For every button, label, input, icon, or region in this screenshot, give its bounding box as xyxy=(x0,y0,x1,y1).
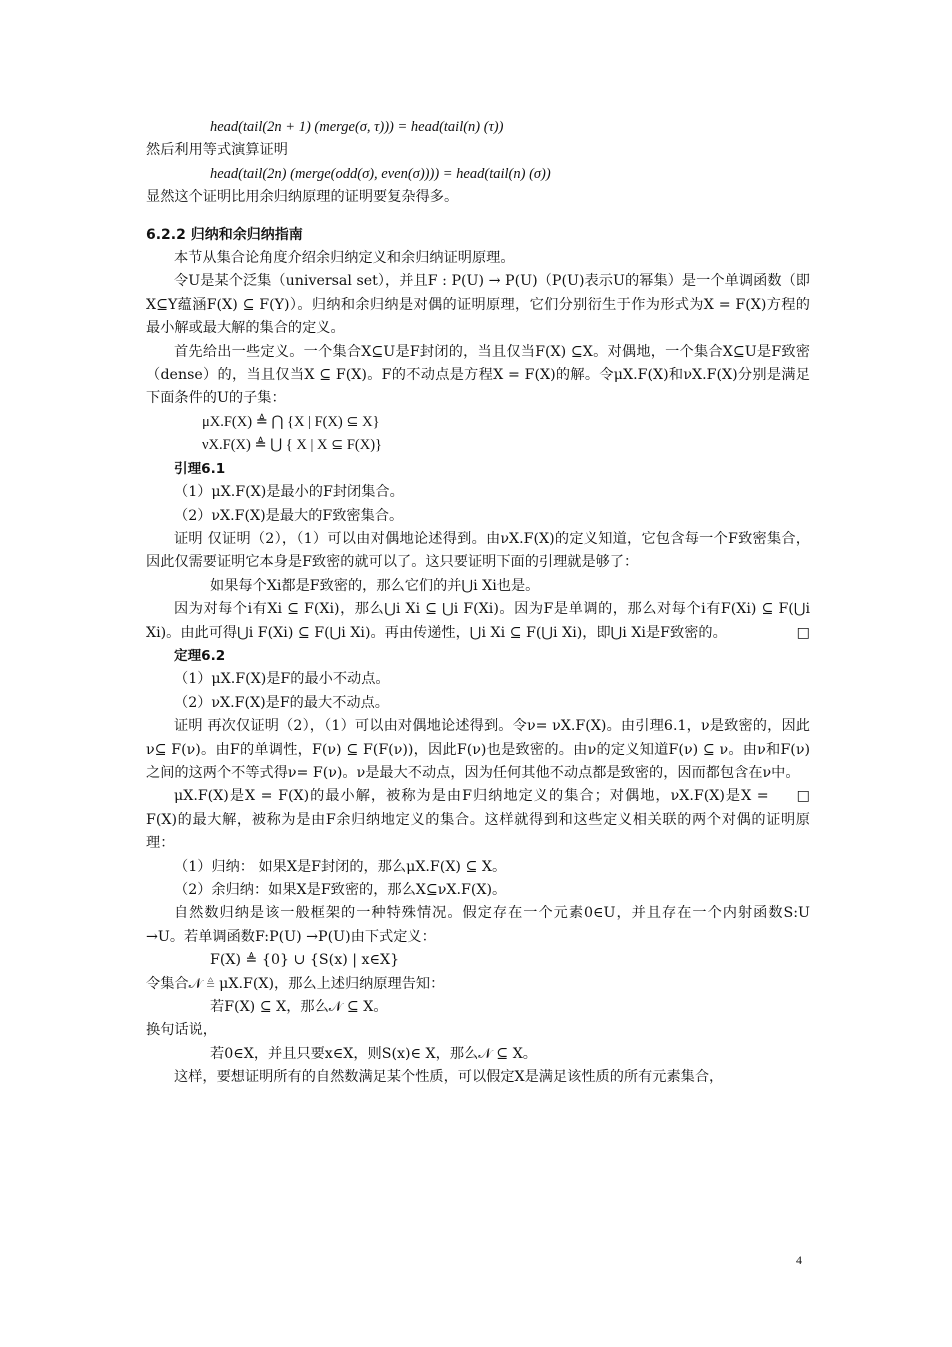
proof-text: 证明 再次仅证明（2），（1）可以由对偶地论述得到。令ν= νX.F(X)。由引理6.1，ν是致密的，因此ν⊆ F(ν)。由F的单调性，F(ν) ⊆ F(F(ν))，因此F(ν)也是致密的。由ν的定义知道F(ν) ⊆ ν。由ν和F(ν)之间的这两个不等式得ν= F(ν)。ν是最大不动点，因为任何其他不动点都是致密的，因而都包含在ν中。 xyxy=(146,718,810,781)
paragraph: 令集合𝒩 ≜ μX.F(X)，那么上述归纳原理告知： xyxy=(146,975,445,992)
definition-f: F(X) ≜ {0} ∪ {S(x) | x∈X} xyxy=(210,952,400,969)
proof-paragraph-2 xyxy=(146,715,810,805)
paragraph: 本节从集合论角度介绍余归纳定义和余归纳证明原理。 xyxy=(174,250,515,267)
paragraph: 这样，要想证明所有的自然数满足某个性质，可以假定X是满足该性质的所有元素集合， xyxy=(174,1069,724,1086)
induction-statement: 若F(X) ⊆ X，那么𝒩 ⊆ X。 xyxy=(210,999,388,1016)
theorem-item-1: （1）μX.F(X)是F的最小不动点。 xyxy=(174,671,390,688)
paragraph: 首先给出一些定义。一个集合X⊆U是F封闭的，当且仅当F(X) ⊆X。对偶地，一个集合X⊆U是F致密（dense）的，当且仅当X ⊆ F(X)。F的不动点是方程X = F(X)的解。令μX.F(X)和νX.F(X)分别是满足下面条件的U的子集： xyxy=(146,343,810,407)
lemma-item-2: （2）νX.F(X)是最大的F致密集合。 xyxy=(174,507,404,524)
proof-continuation xyxy=(146,598,810,645)
theorem-title: 定理6.2 xyxy=(174,647,226,664)
qed-symbol: □ xyxy=(796,624,810,641)
paragraph: 令U是某个泛集（universal set），并且F : P(U) → P(U)（P(U)表示U的幂集）是一个单调函数（即X⊆Y蕴涵F(X) ⊆ F(Y)）。归纳和余归纳是对偶的证明原理，它们分别衍生于作为形式为X = F(X)方程的最小解或最大解的集合的定义。 xyxy=(146,273,810,337)
induction-statement-2: 若0∈X，并且只要x∈X，则S(x)∈ X，那么𝒩 ⊆ X。 xyxy=(210,1045,537,1062)
text-line: 换句话说， xyxy=(146,1022,217,1039)
text-line: 然后利用等式演算证明 xyxy=(146,142,288,159)
page-content xyxy=(146,116,810,1090)
lemma-item-1: （1）μX.F(X)是最小的F封闭集合。 xyxy=(174,484,404,501)
theorem-item-2: （2）νX.F(X)是F的最大不动点。 xyxy=(174,694,389,711)
qed-symbol: □ xyxy=(796,788,810,805)
paragraph: μX.F(X)是X = F(X)的最小解，被称为是由F归纳地定义的集合；对偶地，νX.F(X)是X = F(X)的最大解，被称为是由F余归纳地定义的集合。这样就得到和这些定义相关联的两个对偶的证明原理： xyxy=(146,788,810,852)
formula-line-1: head(tail(2n + 1) (merge(σ, τ))) = head(tail(n) (τ)) xyxy=(210,119,504,135)
principle-induction: （1）归纳： 如果X是F封闭的，那么μX.F(X) ⊆ X。 xyxy=(174,858,507,875)
proof-text: 因为对每个i有Xi ⊆ F(Xi)，那么⋃i Xi ⊆ ⋃i F(Xi)。因为F是单调的，那么对每个i有F(Xi) ⊆ F(⋃i Xi)。由此可得⋃i F(Xi) ⊆ F(⋃i Xi)。再由传递性，⋃i Xi ⊆ F(⋃i Xi)，即⋃i Xi是F致密的。 xyxy=(146,601,810,641)
definition-nu: νX.F(X) ≜ ⋃ { X | X ⊆ F(X)} xyxy=(202,437,382,454)
section-heading: 6.2.2 归纳和余归纳指南 xyxy=(146,226,303,243)
page-number: 4 xyxy=(796,1253,802,1267)
lemma-title: 引理6.1 xyxy=(174,460,226,477)
definition-mu: μX.F(X) ≜ ⋂ {X | F(X) ⊆ X} xyxy=(202,413,380,430)
text-line: 显然这个证明比用余归纳原理的证明要复杂得多。 xyxy=(146,189,459,206)
paragraph: 自然数归纳是该一般框架的一种特殊情况。假定存在一个元素0∈U，并且存在一个内射函数S:U →U。若单调函数F:P(U) →P(U)由下式定义： xyxy=(146,905,810,945)
formula-line-2: head(tail(2n) (merge(odd(σ), even(σ)))) = head(tail(n) (σ)) xyxy=(210,165,551,182)
proof-paragraph: 证明 仅证明（2），（1）可以由对偶地论述得到。由νX.F(X)的定义知道，它包含每一个F致密集合，因此仅需要证明它本身是F致密的就可以了。这只要证明下面的引理就是够了： xyxy=(146,530,810,571)
principle-coinduction: （2）余归纳：如果X是F致密的，那么X⊆νX.F(X)。 xyxy=(174,882,507,898)
proof-inner-lemma: 如果每个Xi都是F致密的，那么它们的并⋃i Xi也是。 xyxy=(210,577,540,594)
